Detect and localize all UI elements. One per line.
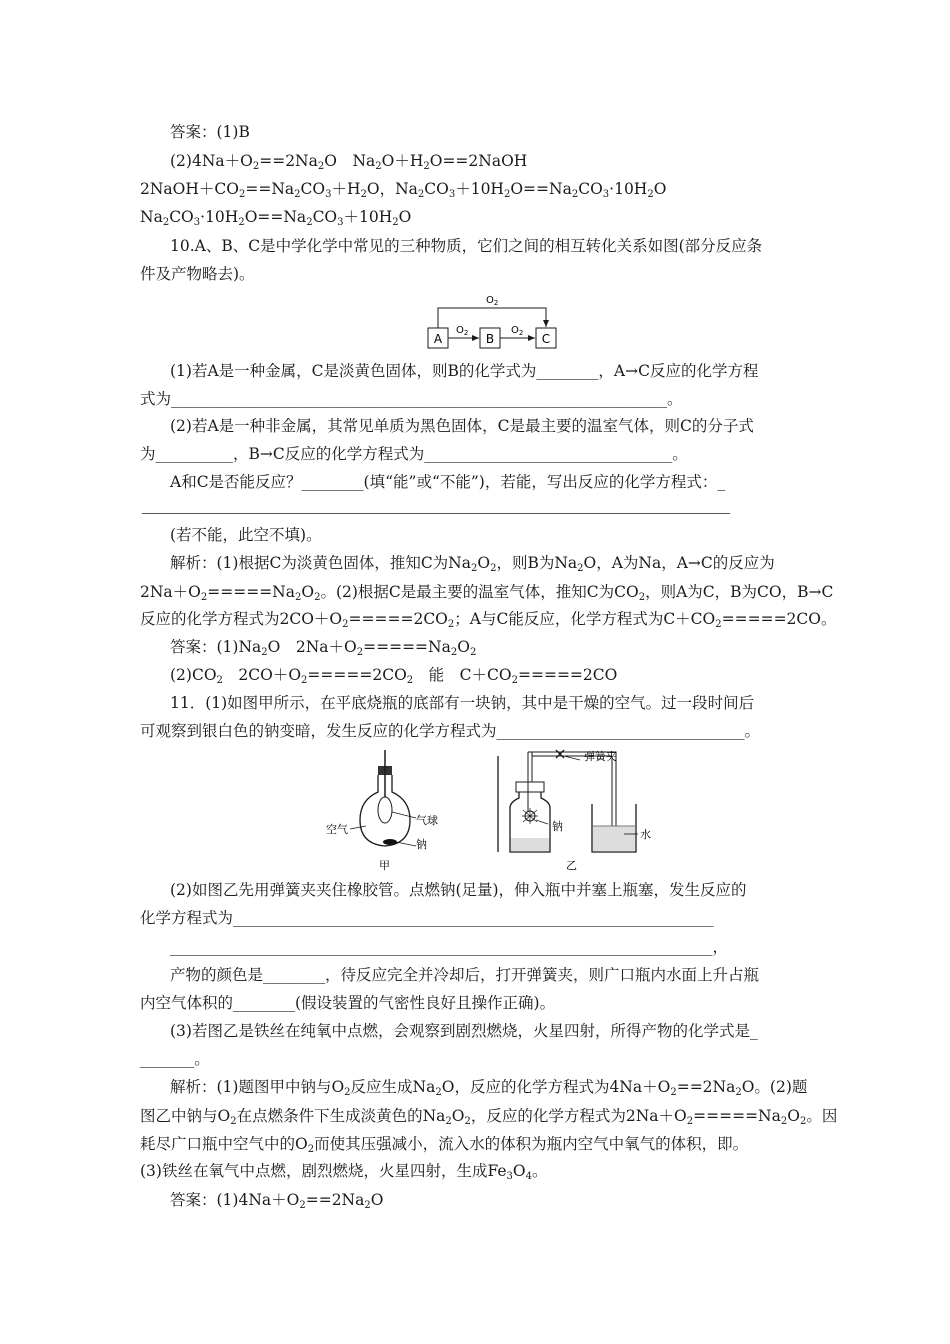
answer-9-part2-line3: $Na_2CO_3\cdot 10H_2O==Na_2CO_3+10H_2O$ bbox=[140, 208, 412, 228]
question-11-part3-cont: _______。 bbox=[140, 1050, 210, 1068]
answer-9-part2-line1: $(2)4Na+O_2==2Na_2O$ $Na_2O+H_2O==2NaOH$ bbox=[170, 152, 528, 172]
apparatus-jia bbox=[326, 750, 438, 872]
bottle-stopper bbox=[516, 782, 544, 792]
sodium-piece bbox=[383, 839, 397, 845]
question-10-part1-cont: 式为________________________________________________________________。 bbox=[140, 390, 683, 408]
apparatus-yi bbox=[498, 749, 651, 872]
analysis-11-line4: (3)铁丝在氧气中点燃，剧烈燃烧，火星四射，生成$Fe_3O_4$。 bbox=[140, 1162, 548, 1182]
question-11-part2-color: 产物的颜色是________，待反应完全并冷却后，打开弹簧夹，则广口瓶内水面上升占瓶 bbox=[170, 966, 760, 984]
analysis-11-line1: 解析：(1)题图甲中钠与$O_2$反应生成$Na_2O$，反应的化学方程式为$4Na+O_2==2Na_2O$。(2)题 bbox=[170, 1078, 808, 1098]
beaker-water bbox=[593, 826, 635, 851]
balloon bbox=[378, 797, 392, 823]
analysis-10-line1: 解析：(1)根据C为淡黄色固体，推知C为$Na_2O_2$，则B为$Na_2O$，A为Na，A→C的反应为 bbox=[170, 554, 775, 574]
spring-clip bbox=[556, 750, 564, 758]
label-water: 水 bbox=[640, 828, 651, 841]
analysis-11-line3: 耗尽广口瓶中空气中的$O_2$而使其压强减小，流入水的体积为瓶内空气中氧气的体积，即。 bbox=[140, 1135, 749, 1155]
answer-9-part1: 答案：(1)B bbox=[170, 123, 250, 141]
label-sodium-yi: 钠 bbox=[552, 820, 563, 833]
answer-11-part1: 答案：$(1)4Na+O_2==2Na_2O$ bbox=[170, 1191, 384, 1211]
answer-10-part2: $(2)CO_2$ $2CO+O_2=====2CO_2$ 能 $C+CO_2=====2CO$ bbox=[170, 666, 618, 686]
question-11-part2-blank: ______________________________________________________________________， bbox=[170, 938, 729, 956]
o2-label-top: $O_2$ bbox=[486, 295, 499, 307]
question-10-stem-cont: 件及产物略去)。 bbox=[140, 265, 255, 283]
question-11-part2: (2)如图乙先用弹簧夹夹住橡胶管。点燃钠(足量)，伸入瓶中并塞上瓶塞，发生反应的 bbox=[170, 881, 747, 899]
answer-9-part2-line2: $2NaOH+CO_2==Na_2CO_3+H_2O$，$Na_2CO_3+10H_2O==Na_2CO_3\cdot 10H_2O$ bbox=[140, 180, 667, 200]
apparatus-diagram bbox=[320, 748, 660, 878]
question-11-part1-cont: 可观察到银白色的钠变暗，发生反应的化学方程式为________________________________。 bbox=[140, 722, 761, 740]
question-10-part2-cont: 为__________，B→C反应的化学方程式为________________________________。 bbox=[140, 445, 688, 463]
label-yi: 乙 bbox=[566, 859, 577, 872]
question-11-part2-volume: 内空气体积的________(假设装置的气密性良好且操作正确)。 bbox=[140, 994, 556, 1012]
arrow-a-to-c bbox=[438, 308, 546, 328]
question-10-stem: 10.A、B、C是中学化学中常见的三种物质，它们之间的相互转化关系如图(部分反应条 bbox=[170, 237, 763, 255]
box-a-label: A bbox=[433, 332, 443, 346]
abc-conversion-diagram bbox=[418, 288, 568, 354]
answer-10-part1: 答案：$(1)Na_2O$ $2Na+O_2=====Na_2O_2$ bbox=[170, 638, 477, 658]
question-10-note: (若不能，此空不填)。 bbox=[170, 526, 322, 544]
label-jia: 甲 bbox=[379, 859, 390, 872]
bottle-water bbox=[511, 838, 549, 851]
o2-label-bc: $O_2$ bbox=[511, 325, 524, 337]
answer-blank-line bbox=[142, 513, 730, 514]
box-b-label: B bbox=[485, 332, 495, 346]
label-air: 空气 bbox=[326, 823, 348, 836]
analysis-10-line2: $2Na+O_2=====Na_2O_2$。(2)根据C是最主要的温室气体，推知C为$CO_2$，则A为C，B为CO，B→C bbox=[140, 583, 834, 603]
question-11-part1: 11．(1)如图甲所示，在平底烧瓶的底部有一块钠，其中是干燥的空气。过一段时间后 bbox=[170, 694, 755, 712]
question-11-part3: (3)若图乙是铁丝在纯氧中点燃，会观察到剧烈燃烧，火星四射，所得产物的化学式是_ bbox=[170, 1022, 758, 1040]
label-sodium-jia: 钠 bbox=[416, 838, 427, 851]
box-c-label: C bbox=[541, 332, 551, 346]
label-balloon: 气球 bbox=[416, 814, 438, 827]
analysis-11-line2: 图乙中钠与$O_2$在点燃条件下生成淡黄色的$Na_2O_2$，反应的化学方程式为$2Na+O_2=====Na_2O_2$。因 bbox=[140, 1107, 838, 1127]
question-10-part2-react: A和C是否能反应？________(填“能”或“不能”)，若能，写出反应的化学方程式：_ bbox=[170, 473, 726, 491]
analysis-10-line3: 反应的化学方程式为$2CO+O_2=====2CO_2$；A与C能反应，化学方程式为$C+CO_2=====2CO$。 bbox=[140, 610, 837, 630]
question-11-part2-cont: 化学方程式为______________________________________________________________ bbox=[140, 909, 714, 927]
label-spring-clip: 弹簧夹 bbox=[584, 750, 617, 763]
question-10-part2: (2)若A是一种非金属，其常见单质为黑色固体，C是最主要的温室气体，则C的分子式 bbox=[170, 417, 754, 435]
o2-label-ab: $O_2$ bbox=[456, 325, 469, 337]
question-10-part1: (1)若A是一种金属，C是淡黄色固体，则B的化学式为________，A→C反应的化学方程 bbox=[170, 362, 759, 380]
